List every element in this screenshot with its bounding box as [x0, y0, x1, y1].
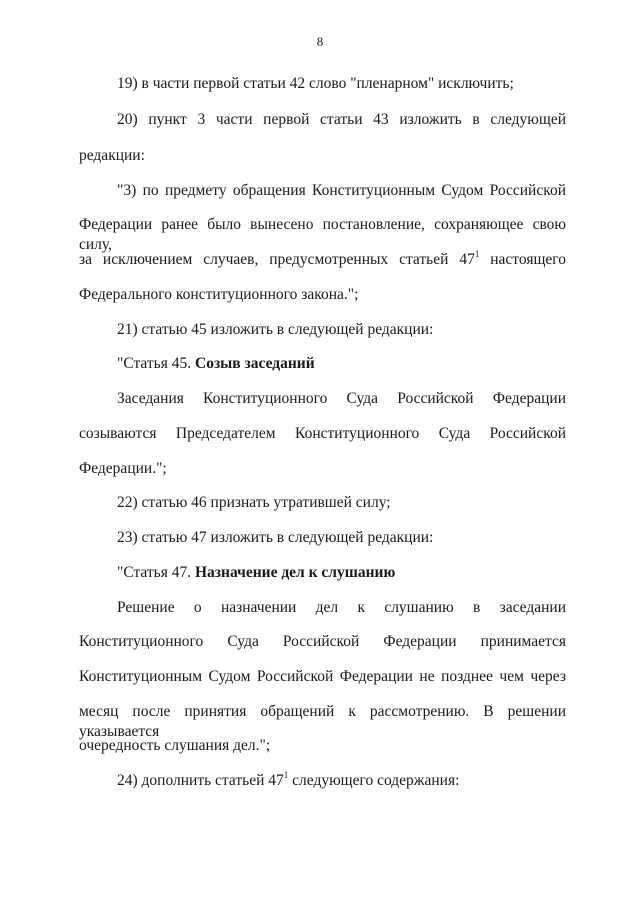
quote-3-line-2: Федерации ранее было вынесено постановление, сохраняющее свою силу,	[79, 216, 566, 253]
article-45-title: Созыв заседаний	[195, 355, 315, 372]
quote-3-line-3-text: за исключением случаев, предусмотренных статьей 47	[79, 251, 475, 268]
article-45-prefix: "Статья 45.	[117, 355, 195, 372]
item-24-text: 24) дополнить статьей 47	[117, 772, 284, 789]
superscript: 1	[474, 249, 480, 259]
item-24	[117, 771, 459, 791]
article-45-line-2: созываются Председателем Конституционного Суда Российской	[79, 425, 566, 442]
item-20-line-2: редакции:	[79, 147, 145, 164]
article-47-line-5: очередность слушания дел.";	[79, 737, 271, 754]
item-23: 23) статью 47 изложить в следующей редакции:	[117, 529, 434, 546]
article-47-prefix: "Статья 47.	[117, 564, 195, 581]
article-47-line-2: Конституционного Суда Российской Федерации принимается	[79, 633, 566, 650]
article-47-heading	[117, 563, 395, 583]
page-number: 8	[316, 34, 324, 49]
item-22: 22) статью 46 признать утратившей силу;	[117, 494, 391, 511]
quote-3-line-3-tail: настоящего	[479, 251, 566, 268]
article-47-line-4: месяц после принятия обращений к рассмотрению. В решении указывается	[79, 703, 566, 740]
article-47-line-3: Конституционным Судом Российской Федерации не позднее чем через	[79, 668, 566, 685]
item-20-line-1: 20) пункт 3 части первой статьи 43 изложить в следующей	[117, 111, 566, 128]
article-45-line-1: Заседания Конституционного Суда Российской Федерации	[117, 390, 566, 407]
quote-3-line-3	[79, 250, 566, 270]
item-19: 19) в части первой статьи 42 слово "пленарном" исключить;	[117, 75, 514, 92]
item-24-tail: следующего содержания:	[288, 772, 460, 789]
article-47-line-1: Решение о назначении дел к слушанию в заседании	[117, 599, 566, 616]
item-21: 21) статью 45 изложить в следующей редакции:	[117, 321, 434, 338]
article-45-line-3: Федерации.";	[79, 460, 167, 477]
quote-3-line-1: "3) по предмету обращения Конституционным Судом Российской	[117, 182, 566, 199]
article-45-heading	[117, 354, 315, 374]
quote-3-line-4: Федерального конституционного закона.";	[79, 286, 359, 303]
article-47-title: Назначение дел к слушанию	[195, 564, 396, 581]
superscript: 1	[283, 770, 289, 780]
